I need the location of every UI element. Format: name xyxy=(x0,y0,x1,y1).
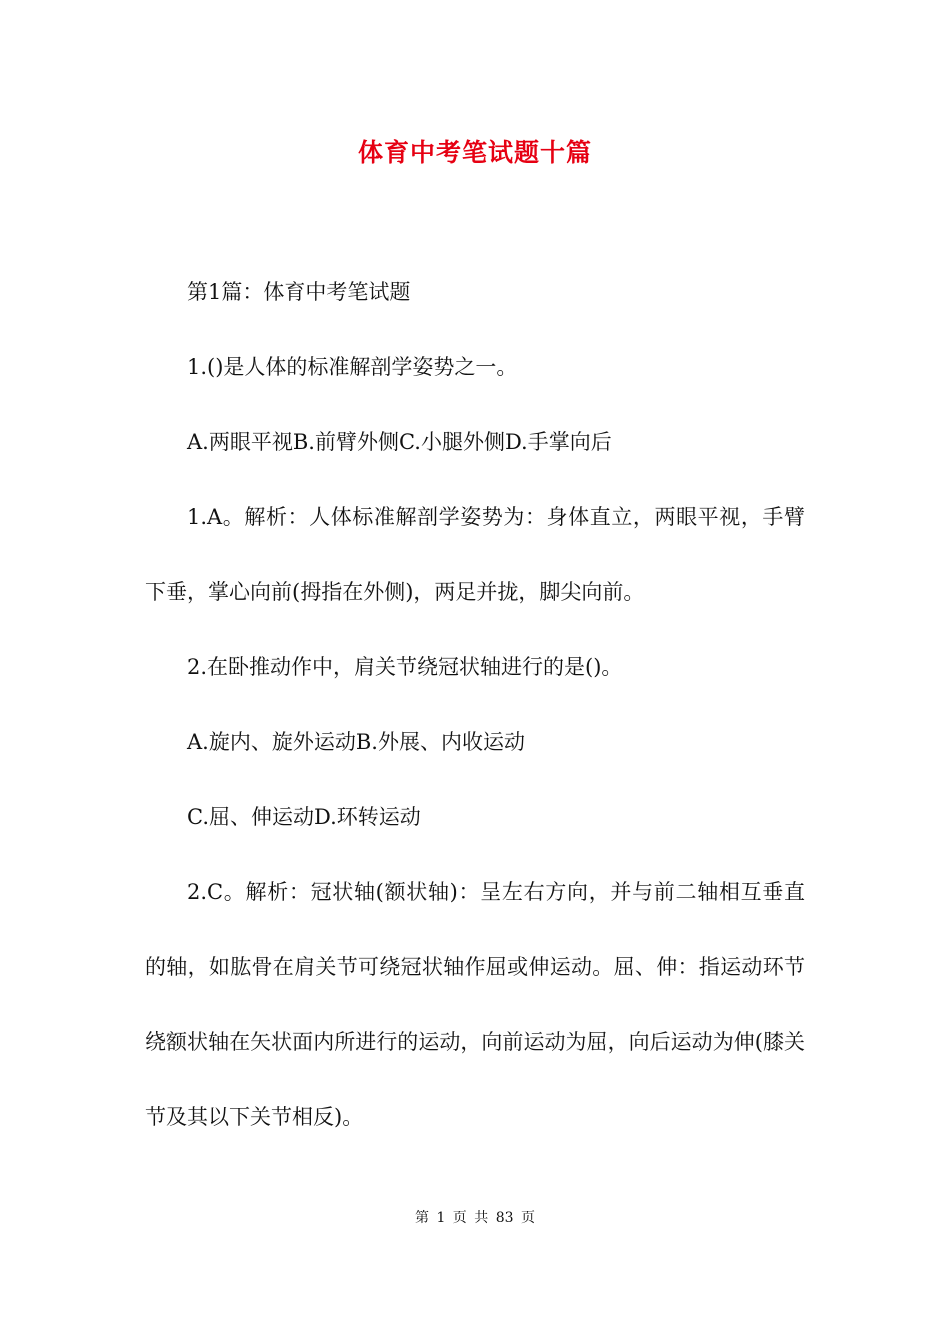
question-1-options: A.两眼平视B.前臂外侧C.小腿外侧D.手掌向后 xyxy=(187,430,612,454)
section-heading: 第1篇：体育中考笔试题 xyxy=(187,280,411,304)
question-2: 2.在卧推动作中，肩关节绕冠状轴进行的是()。 xyxy=(187,655,623,679)
document-title: 体育中考笔试题十篇 xyxy=(357,138,592,167)
question-2-options-cd: C.屈、伸运动D.环转运动 xyxy=(187,805,421,829)
question-2-options-ab: A.旋内、旋外运动B.外展、内收运动 xyxy=(187,730,525,754)
page-footer: 第 1 页 共 83 页 xyxy=(415,1210,535,1226)
question-1: 1.()是人体的标准解剖学姿势之一。 xyxy=(187,355,518,379)
answer-2-explanation: 2.C。解析：冠状轴(额状轴)：呈左右方向，并与前二轴相互垂直的轴，如肱骨在肩关节可绕冠状轴作屈或伸运动。屈、伸：指运动环节绕额状轴在矢状面内所进行的运动，向前运动为屈，向后运动为伸(膝关节及其以下关节相反)。 xyxy=(145,880,805,1129)
answer-1-explanation: 1.A。解析：人体标准解剖学姿势为：身体直立，两眼平视，手臂下垂，掌心向前(拇指在外侧)，两足并拢，脚尖向前。 xyxy=(145,505,805,604)
